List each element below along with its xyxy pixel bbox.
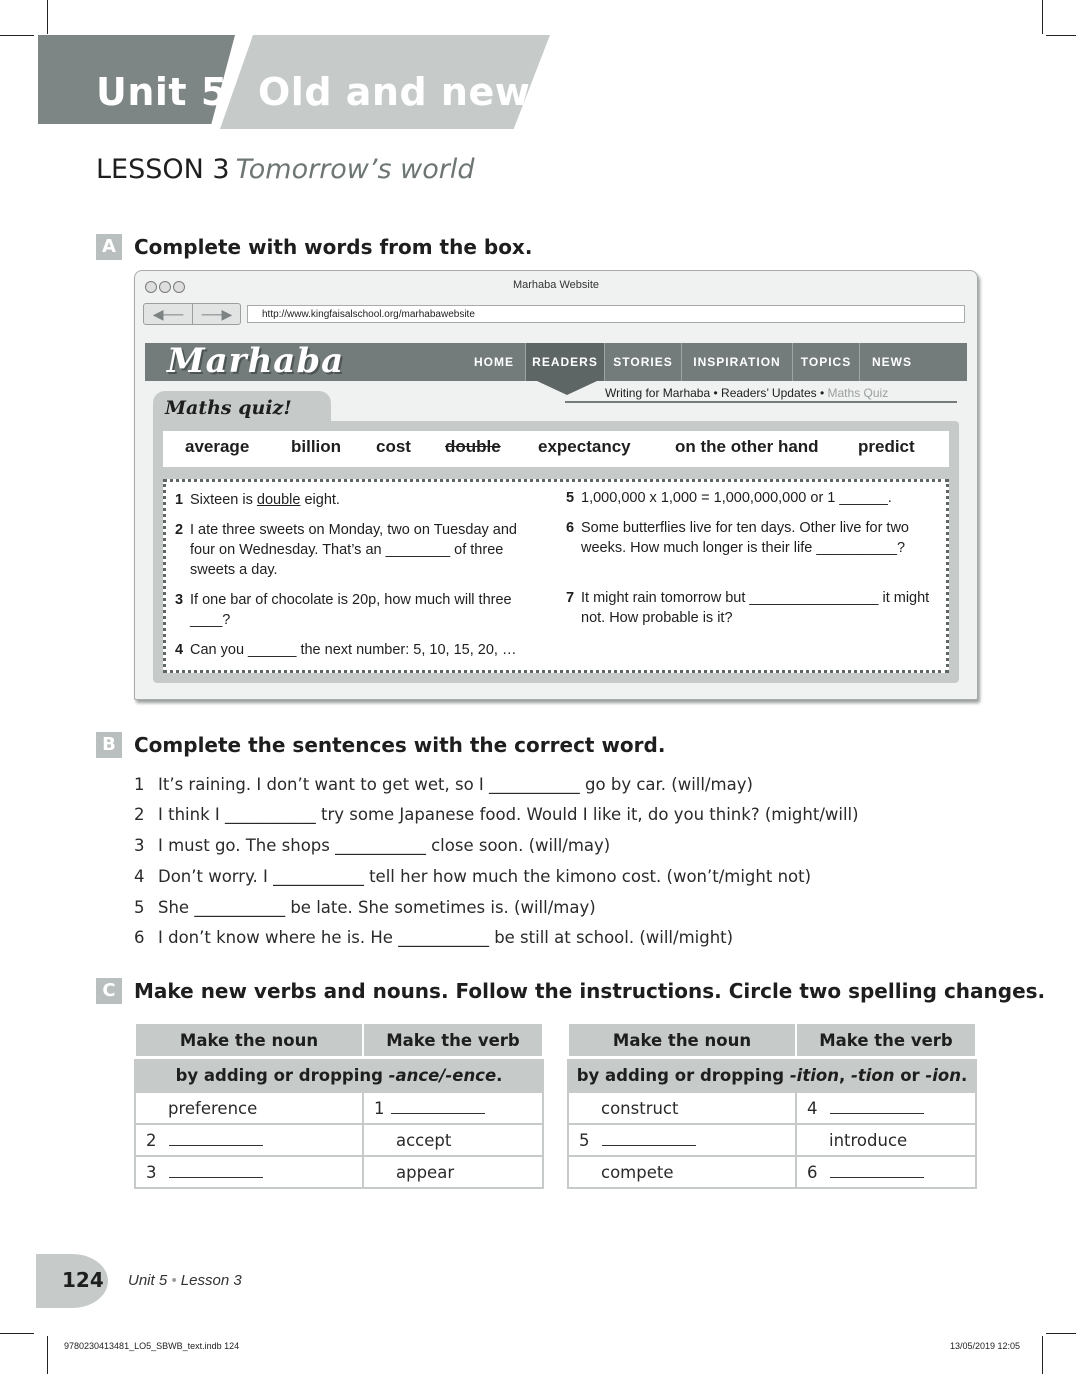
exercise-sentence [134,836,610,855]
rule-suffix: -ition [789,1065,839,1085]
section-a-badge: A [96,234,122,260]
answer-blank[interactable] [169,1131,263,1146]
word-formation-table-1 [134,1022,544,1189]
quiz-tab [153,391,331,425]
table-cell: introduce [796,1124,976,1156]
answer-cell[interactable] [796,1092,976,1124]
word-box-item: cost [376,437,411,456]
crop-mark [1042,1336,1043,1374]
answer-number: 4 [807,1098,818,1118]
rule-text: or [894,1065,926,1085]
table-row [568,1124,976,1156]
word-box-item: average [185,437,250,456]
quiz-item-text[interactable]: Can you ______ the next number: 5, 10, 15, 20, … [190,642,517,658]
subnav-current[interactable]: Maths Quiz [827,386,889,400]
url-bar[interactable]: http://www.kingfaisalschool.org/marhabawebsite [247,305,965,323]
answer-blank[interactable] [602,1131,696,1146]
answer-cell[interactable] [568,1124,796,1156]
unit-title: Old and new [258,70,531,114]
sentence-number: 5 [134,898,145,917]
right-arrow-icon[interactable]: ──▶ [192,304,241,324]
footer-unit: Unit 5 [128,1272,168,1289]
section-b-badge: B [96,732,122,758]
answer-number: 6 [807,1162,818,1182]
unit-label: Unit 5 [96,70,228,114]
answer-blank[interactable] [169,1163,263,1178]
table-row [568,1156,976,1188]
exercise-sentence [134,867,811,886]
answer-number: 3 [146,1162,157,1182]
browser-window [134,270,978,700]
page-number: 124 [62,1268,104,1292]
quiz-item-number: 5 [566,490,575,506]
sentence-text[interactable]: I don’t know where he is. He ___________ be still at school. (will/might) [158,928,734,947]
sentence-text[interactable]: It’s raining. I don’t want to get wet, so I ___________ go by car. (will/may) [158,775,753,794]
quiz-example-answer: double [256,492,301,508]
rule-text: by adding or dropping [576,1065,790,1085]
table-cell: accept [363,1124,543,1156]
sentence-number: 1 [134,775,145,794]
answer-number: 2 [146,1130,157,1150]
answer-cell[interactable] [135,1156,363,1188]
print-file-info: 9780230413481_LO5_SBWB_text.indb 124 [64,1341,240,1351]
section-c-badge: C [96,978,122,1004]
crop-mark [47,1336,48,1374]
site-logo[interactable]: Marhaba [167,341,345,381]
section-a-instruction: Complete with words from the box. [134,235,533,259]
rule-suffix: -ion [925,1065,962,1085]
nav-readers[interactable]: READERS [526,343,604,381]
sentence-number: 6 [134,928,145,947]
quiz-item-number: 1 [175,492,184,508]
quiz-item-text[interactable]: Some butterflies live for ten days. Other live for two weeks. How much longer is their life __________? [581,520,909,556]
sub-navigation [605,386,888,400]
footer-separator: • [171,1272,177,1289]
word-box-item: on the other hand [675,437,819,456]
sentence-text[interactable]: I must go. The shops ___________ close soon. (will/may) [158,836,611,855]
rule-text: . [496,1065,503,1085]
left-arrow-icon[interactable]: ◀── [152,306,184,322]
table-cell: preference [135,1092,363,1124]
table-row [568,1092,976,1124]
sentence-number: 4 [134,867,145,886]
crop-mark [1042,0,1043,34]
footer-reference [128,1272,242,1289]
table-row [135,1124,543,1156]
exercise-sentence [134,898,596,917]
lesson-heading [96,154,474,185]
quiz-item-number: 2 [175,522,184,538]
quiz-item-text: eight. [300,492,340,508]
rule-suffix: -ance/-ence [388,1065,497,1085]
quiz-item-number: 3 [175,592,184,608]
sentence-text[interactable]: She ___________ be late. She sometimes is. (will/may) [158,898,596,917]
lesson-title: Tomorrow’s world [235,154,475,185]
quiz-item [566,588,931,628]
table-row [135,1156,543,1188]
footer-lesson: Lesson 3 [180,1272,242,1289]
window-title: Marhaba Website [512,279,599,291]
browser-nav-arrows [143,303,241,325]
word-box-item: billion [291,437,342,456]
sentence-text[interactable]: I think I ___________ try some Japanese food. Would I like it, do you think? (might/will) [158,805,859,824]
column-header: Make the noun [568,1023,796,1058]
quiz-item [175,490,550,510]
active-nav-pointer [537,381,597,395]
answer-number: 1 [374,1098,385,1118]
quiz-item-text[interactable]: It might rain tomorrow but ________________ it might not. How probable is it? [581,590,930,626]
sentence-text[interactable]: Don’t worry. I ___________ tell her how much the kimono cost. (won’t/might not) [158,867,812,886]
crop-mark [0,35,34,36]
quiz-item-number: 4 [175,642,184,658]
answer-number: 5 [579,1130,590,1150]
word-box [163,431,949,467]
quiz-item-text[interactable]: If one bar of chocolate is 20p, how much will three ____? [190,592,512,628]
subnav-divider [565,401,957,403]
quiz-item [566,488,941,508]
subnav-links[interactable]: Writing for Marhaba • Readers’ Updates • [605,386,825,400]
quiz-panel [153,421,959,683]
quiz-questions [163,479,949,673]
crop-mark [1046,1333,1076,1334]
crop-mark [47,0,48,34]
quiz-item-number: 6 [566,520,575,536]
print-date-info: 13/05/2019 12:05 [950,1341,1021,1351]
quiz-item [175,640,560,660]
answer-cell[interactable] [135,1124,363,1156]
lesson-label: LESSON 3 [96,154,230,185]
table-rule [135,1058,543,1093]
sentence-number: 3 [134,836,145,855]
column-header: Make the verb [363,1023,543,1058]
rule-suffix: -tion [850,1065,895,1085]
column-header: Make the noun [135,1023,363,1058]
quiz-item [566,518,921,558]
quiz-tab-label: Maths quiz! [165,397,292,419]
nav-topics[interactable]: TOPICS [800,355,852,369]
sentence-number: 2 [134,805,145,824]
nav-news[interactable]: NEWS [872,355,912,369]
exercise-sentence [134,775,753,794]
quiz-item-number: 7 [566,590,575,606]
nav-inspiration[interactable]: INSPIRATION [693,355,781,369]
exercise-sentence [134,928,733,947]
table-cell: appear [363,1156,543,1188]
quiz-item [175,590,535,630]
table-cell: construct [568,1092,796,1124]
word-formation-table-2 [567,1022,977,1189]
quiz-item [175,520,540,580]
table-rule [568,1058,976,1093]
rule-text: , [838,1065,851,1085]
answer-cell[interactable] [796,1156,976,1188]
word-box-item: expectancy [538,437,631,456]
nav-home[interactable]: HOME [474,355,514,369]
table-row [135,1092,543,1124]
word-box-item-used: double [445,437,501,456]
crop-mark [0,1333,34,1334]
quiz-item-text[interactable]: I ate three sweets on Monday, two on Tuesday and four on Wednesday. That’s an ________ of three sweets a day. [190,522,517,578]
word-box-item: predict [858,437,915,456]
answer-cell[interactable] [363,1092,543,1124]
crop-mark [1046,35,1076,36]
site-header [145,343,967,381]
rule-text: by adding or dropping [175,1065,389,1085]
rule-text: . [961,1065,968,1085]
nav-stories[interactable]: STORIES [613,355,673,369]
section-c-instruction: Make new verbs and nouns. Follow the instructions. Circle two spelling changes. [134,979,1046,1003]
table-cell: compete [568,1156,796,1188]
quiz-item-text: Sixteen is [190,492,257,508]
column-header: Make the verb [796,1023,976,1058]
answer-blank[interactable] [391,1099,485,1114]
quiz-item-text[interactable]: 1,000,000 x 1,000 = 1,000,000,000 or 1 ______. [581,490,892,506]
section-b-instruction: Complete the sentences with the correct word. [134,733,666,757]
exercise-sentence [134,805,859,824]
answer-blank[interactable] [830,1163,924,1178]
answer-blank[interactable] [830,1099,924,1114]
